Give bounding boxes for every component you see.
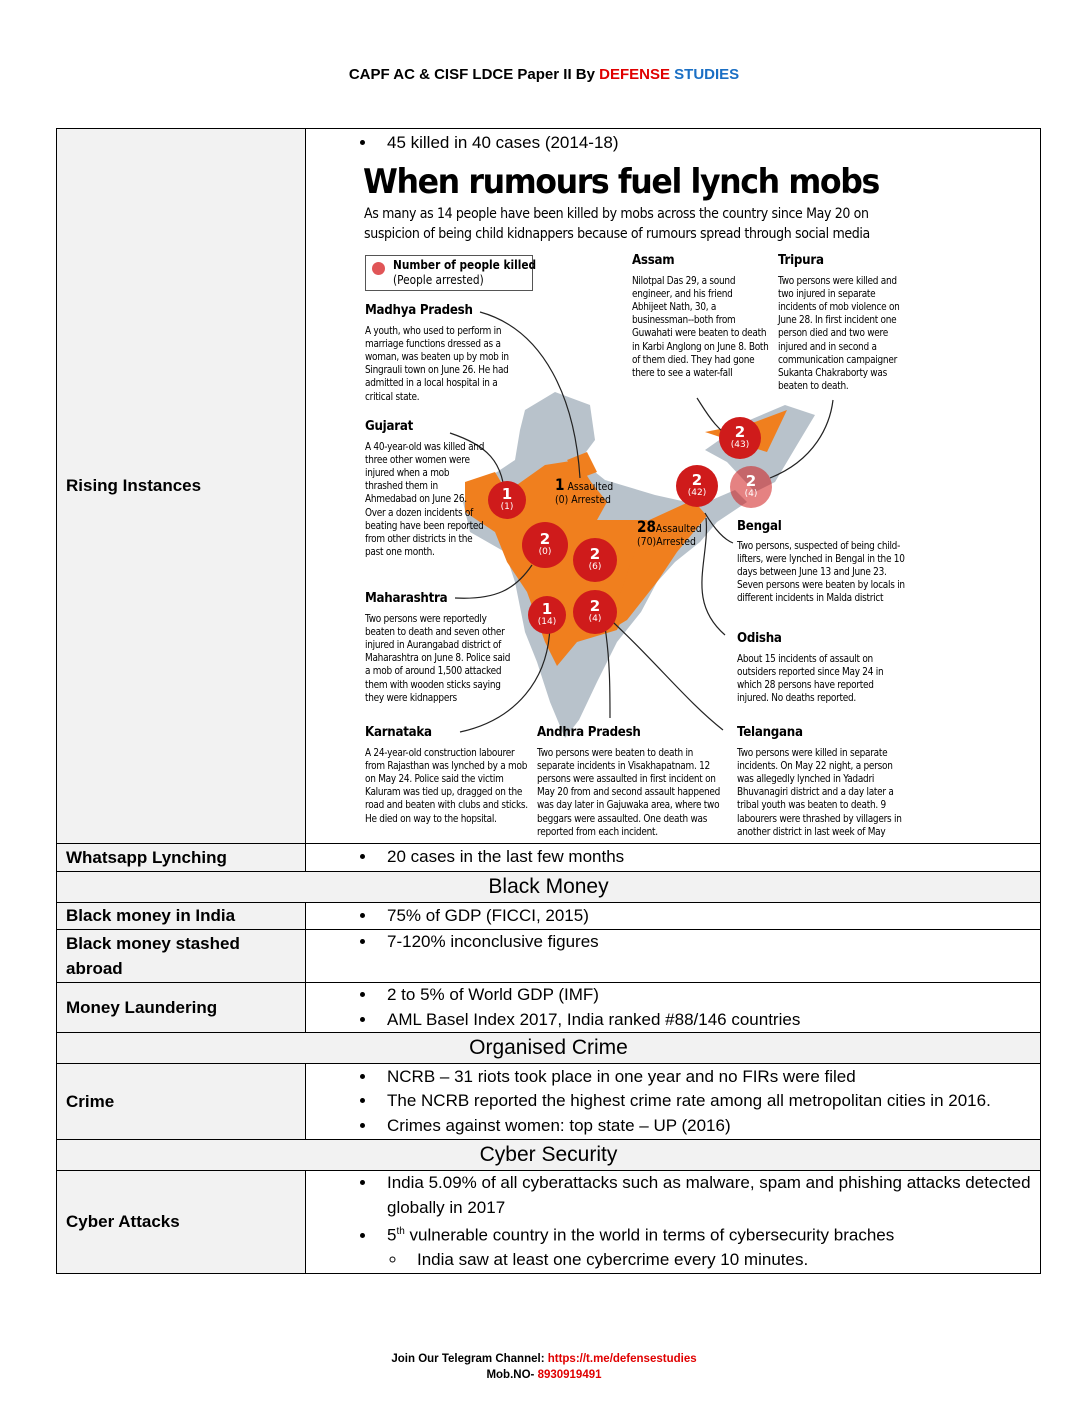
table-row bbox=[57, 1064, 1041, 1140]
mobile-label: Mob.NO- bbox=[486, 1369, 538, 1381]
bullet: • The NCRB reported the highest crime rate among all metropolitan cities in 2016. bbox=[377, 1089, 1031, 1114]
stat-number: 28 bbox=[637, 516, 656, 536]
lynching-infographic bbox=[355, 160, 915, 843]
arrested-count: (4) bbox=[588, 614, 602, 624]
state-text: Nilotpal Das 29, a sound engineer, and his friend Abhijeet Nath, 30, a businessman--both from Guwahati were beaten to death in Karbi Anglong on June 8. Both of them died. They had gone there to see a water-fall bbox=[632, 274, 769, 379]
state-text: About 15 incidents of assault on outsiders reported since May 24 in which 28 persons have reported injured. No deaths reported. bbox=[737, 652, 884, 705]
state-heading: Karnataka bbox=[365, 723, 432, 740]
marker-assam bbox=[719, 417, 761, 459]
row-label: Cyber Attacks bbox=[57, 1171, 306, 1274]
state-heading: Madhya Pradesh bbox=[365, 301, 473, 318]
page-footer bbox=[0, 1351, 1088, 1383]
stat-label: Arrested bbox=[656, 534, 696, 548]
sub-bullet: ◦ India saw at least one cybercrime every 10 minutes. bbox=[407, 1248, 1031, 1273]
state-heading: Gujarat bbox=[365, 417, 414, 434]
table-row bbox=[57, 903, 1041, 930]
legend-killed: Number of people killed bbox=[393, 257, 537, 272]
telegram-label: Join Our Telegram Channel: bbox=[391, 1353, 548, 1365]
stat-number: (70) bbox=[637, 534, 657, 548]
bullet: • India 5.09% of all cyberattacks such as malware, spam and phishing attacks detected globally in 2017 bbox=[377, 1171, 1031, 1220]
row-label: Rising Instances bbox=[57, 129, 306, 844]
page-header bbox=[0, 66, 1088, 83]
marker-maharashtra bbox=[522, 522, 568, 568]
arrested-count: (6) bbox=[588, 562, 602, 572]
infographic-title: When rumours fuel lynch mobs bbox=[363, 161, 879, 202]
bullet-text: vulnerable country in the world in terms of cybersecurity braches bbox=[409, 1225, 895, 1245]
marker-andhra-pradesh bbox=[573, 590, 617, 634]
killed-count: 1 bbox=[501, 485, 513, 503]
state-text: Two persons, suspected of being child-lifters, were lynched in Bengal in the 10 days between June 13 and June 23. Seven persons were beaten by locals in different incidents in Malda district bbox=[737, 539, 905, 605]
row-label: Black money in India bbox=[57, 903, 306, 930]
killed-dot-icon bbox=[372, 262, 385, 275]
arrested-count: (4) bbox=[744, 489, 758, 499]
state-heading: Odisha bbox=[737, 629, 782, 646]
state-heading: Tripura bbox=[778, 251, 824, 268]
header-title: CAPF AC & CISF LDCE Paper II By bbox=[348, 66, 600, 83]
bullet: • AML Basel Index 2017, India ranked #88/146 countries bbox=[377, 1008, 1031, 1033]
section-header: Black Money bbox=[57, 872, 1041, 903]
row-label: Black money stashed abroad bbox=[57, 930, 306, 983]
killed-count: 2 bbox=[734, 423, 746, 441]
marker-bengal bbox=[676, 465, 718, 507]
subtitle-line: As many as 14 people have been killed by mobs across the country since May 20 on bbox=[364, 205, 869, 222]
bullet: • 2 to 5% of World GDP (IMF) bbox=[377, 983, 1031, 1008]
state-text: Two persons were killed and two injured in separate incidents of mob violence on June 28. In first incident one person died and two were injured and in second a communication campaigner Sukanta Chakraborty was beaten to death. bbox=[778, 274, 900, 393]
killed-count: 2 bbox=[589, 597, 601, 615]
rank-suffix: th bbox=[396, 1226, 405, 1237]
table-row bbox=[57, 983, 1041, 1033]
arrested-count: (43) bbox=[730, 440, 750, 450]
marker-telangana bbox=[573, 538, 617, 582]
subtitle-line: suspicion of being child kidnappers because of rumours spread through social media bbox=[364, 225, 870, 242]
telegram-link[interactable]: https://t.me/defensestudies bbox=[547, 1353, 697, 1365]
stat-number: 1 bbox=[555, 474, 565, 494]
infographic-subtitle bbox=[364, 204, 868, 244]
state-text: Two persons were killed in separate incidents. On May 22 night, a person was allegedly lynched in Yadadri Bhuvanagiri district and a day later a tribal youth was beaten to death. 9 labourers were thrashed by villagers in another district in last week of May bbox=[737, 746, 902, 838]
state-text: A 40-year-old was killed and three other women were injured when a mob thrashed them in Ahmedabad on June 26. Over a dozen incidents of beating have been reported from other districts in the past one month. bbox=[365, 440, 485, 559]
state-text: Two persons were beaten to death in separate incidents in Visakhapatnam. 12 persons were assaulted in first incident on May 20 from and second assault happened was day later in Gajuwaka area, where two beggars were assaulted. One death was reported from each incident. bbox=[537, 746, 721, 838]
table-row bbox=[57, 129, 1041, 844]
state-heading: Telangana bbox=[737, 723, 803, 740]
table-row bbox=[57, 1171, 1041, 1274]
bullet: • 20 cases in the last few months bbox=[377, 845, 1031, 870]
state-heading: Maharashtra bbox=[365, 589, 448, 606]
bullet bbox=[377, 1220, 1031, 1273]
state-heading: Andhra Pradesh bbox=[537, 723, 641, 740]
row-label: Money Laundering bbox=[57, 983, 306, 1033]
legend-arrested: (People arrested) bbox=[393, 272, 484, 287]
marker-tripura bbox=[730, 466, 772, 508]
bullet: • 75% of GDP (FICCI, 2015) bbox=[377, 904, 1031, 929]
mobile-number: 8930919491 bbox=[537, 1369, 602, 1381]
mp-stat bbox=[555, 474, 614, 506]
map-legend bbox=[365, 255, 537, 291]
marker-gujarat bbox=[488, 481, 526, 519]
killed-count: 2 bbox=[745, 472, 757, 490]
rank: 5 bbox=[387, 1225, 397, 1245]
table-row bbox=[57, 844, 1041, 872]
table-row bbox=[57, 930, 1041, 983]
row-label: Crime bbox=[57, 1064, 306, 1140]
stat-label: Assaulted bbox=[655, 521, 702, 535]
bullet: • 7-120% inconclusive figures bbox=[377, 930, 1031, 955]
killed-count: 2 bbox=[589, 545, 601, 563]
state-text: A youth, who used to perform in marriage functions dressed as a woman, was beaten up by mob in Singrauli town on June 26. He had admitted in a local hospital in a critical state. bbox=[365, 324, 509, 403]
killed-count: 2 bbox=[691, 471, 703, 489]
brand-studies: STUDIES bbox=[674, 66, 740, 83]
bullet: • Crimes against women: top state – UP (2016) bbox=[377, 1114, 1031, 1139]
brand-defense: DEFENSE bbox=[599, 66, 670, 83]
state-heading: Assam bbox=[632, 251, 675, 268]
killed-count: 2 bbox=[539, 530, 551, 548]
arrested-count: (14) bbox=[537, 617, 557, 627]
stat-label: Assaulted bbox=[567, 479, 614, 493]
state-heading: Bengal bbox=[737, 517, 782, 534]
section-header: Organised Crime bbox=[57, 1033, 1041, 1064]
killed-count: 1 bbox=[541, 600, 553, 618]
arrested-count: (0) bbox=[538, 547, 552, 557]
stat-label: Arrested bbox=[571, 492, 611, 506]
state-text: Two persons were reportedly beaten to death and seven other injured in Aurangabad district of Maharashtra on June 8. Police said a mob of around 1,500 attacked them with wooden sticks saying they were kidnappers bbox=[365, 612, 511, 704]
arrested-count: (42) bbox=[687, 488, 707, 498]
bullet: • 45 killed in 40 cases (2014-18) bbox=[377, 131, 1031, 156]
marker-karnataka bbox=[528, 596, 566, 634]
section-header: Cyber Security bbox=[57, 1140, 1041, 1171]
stat-number: (0) bbox=[555, 492, 569, 506]
notes-table bbox=[56, 128, 1041, 1274]
state-text: A 24-year-old construction labourer from Rajasthan was lynched by a mob on May 24. Police said the victim Kaluram was tied up, dragged on the road and beaten with clubs and sticks. He died on way to the hopsital. bbox=[365, 746, 528, 825]
row-label: Whatsapp Lynching bbox=[57, 844, 306, 872]
bullet: • NCRB – 31 riots took place in one year and no FIRs were filed bbox=[377, 1065, 1031, 1090]
arrested-count: (1) bbox=[500, 502, 514, 512]
odisha-stat bbox=[637, 516, 702, 548]
